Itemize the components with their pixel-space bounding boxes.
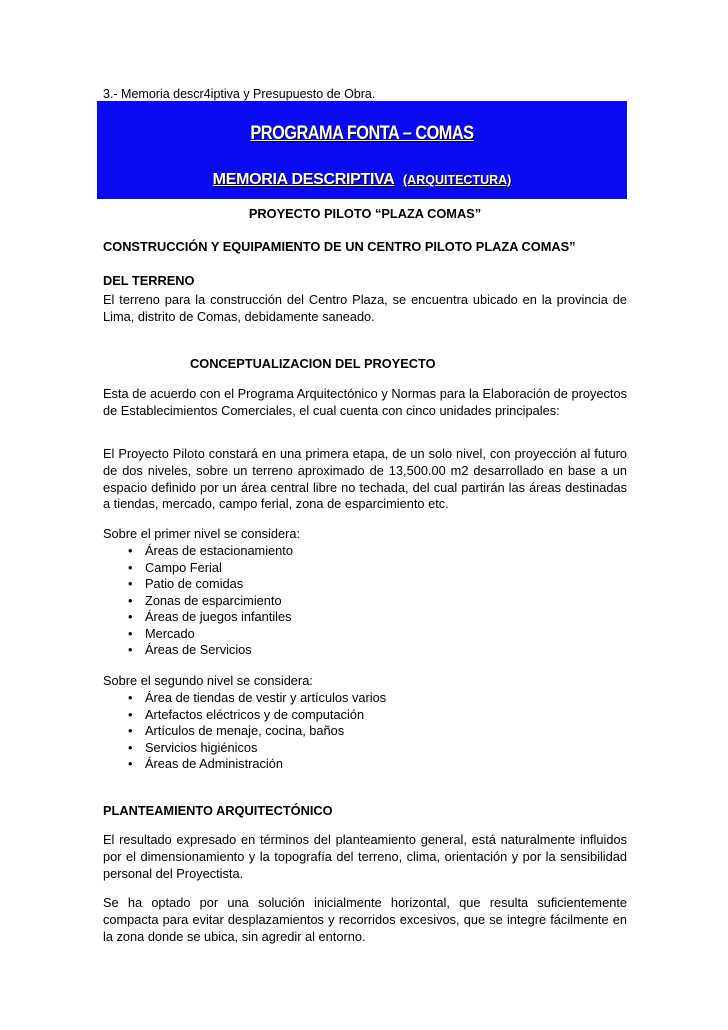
- title-banner: [97, 101, 627, 199]
- bullet-icon: •: [128, 559, 133, 575]
- bullet-icon: •: [128, 706, 133, 722]
- concept-paragraph-1: Esta de acuerdo con el Programa Arquitectónico y Normas para la Elaboración de proyectos de Establecimientos Comerciales, el cual cuenta con cinco unidades principales:: [103, 386, 627, 418]
- planteamiento-heading: PLANTEAMIENTO ARQUITECTÓNICO: [103, 803, 333, 818]
- banner-subtitle-small: (ARQUITECTURA): [403, 173, 512, 187]
- terreno-heading: DEL TERRENO: [103, 273, 195, 288]
- banner-title: PROGRAMA FONTA – COMAS: [250, 123, 474, 144]
- list-item: • Área de tiendas de vestir y artículos varios: [128, 690, 387, 705]
- first-level-list: [103, 543, 627, 659]
- bullet-icon: •: [128, 609, 133, 624]
- bullet-icon: •: [128, 642, 133, 657]
- concept-paragraph-2: El Proyecto Piloto constará en una primera etapa, de un solo nivel, con proyección al futuro de dos niveles, sobre un terreno aproximado de 13,500.00 m2 desarrollado en base a un espacio definido por un área central libre no techada, del cual partirán las áreas destinadas a tiendas, mercado, campo ferial, zona de esparcimiento etc.: [103, 446, 627, 512]
- list-item: • Artefactos eléctricos y de computación: [128, 706, 365, 722]
- concept-heading: CONCEPTUALIZACION DEL PROYECTO: [190, 356, 436, 371]
- planteamiento-paragraph-1: El resultado expresado en términos del planteamiento general, está naturalmente influidos por el dimensionamiento y la topografía del terreno, clima, orientación y por la sensibilidad personal del Proyectista.: [103, 832, 627, 881]
- bullet-icon: •: [128, 592, 133, 608]
- terreno-text: El terreno para la construcción del Centro Plaza, se encuentra ubicado en la provincia de Lima, distrito de Comas, debidamente saneado.: [103, 292, 627, 324]
- bullet-icon: •: [128, 690, 133, 705]
- bullet-icon: •: [128, 756, 133, 771]
- second-level-list: [103, 690, 627, 773]
- list-item: • Áreas de Administración: [128, 756, 283, 771]
- list-item: • Áreas de juegos infantiles: [128, 609, 292, 624]
- list-item: • Campo Ferial: [128, 559, 222, 575]
- first-level-intro: Sobre el primer nivel se considera:: [103, 526, 301, 541]
- banner-subtitle: [97, 171, 627, 189]
- second-level-intro: Sobre el segundo nivel se considera:: [103, 673, 313, 688]
- bullet-icon: •: [128, 576, 133, 591]
- construction-title: CONSTRUCCIÓN Y EQUIPAMIENTO DE UN CENTRO PILOTO PLAZA COMAS”: [103, 239, 576, 254]
- project-title: PROYECTO PILOTO “PLAZA COMAS”: [248, 206, 482, 221]
- header-line: 3.- Memoria descr4iptiva y Presupuesto de Obra.: [103, 87, 376, 101]
- list-item: • Mercado: [128, 625, 195, 641]
- list-item: • Servicios higiénicos: [128, 739, 258, 755]
- list-item: • Patio de comidas: [128, 576, 244, 591]
- bullet-icon: •: [128, 543, 133, 558]
- bullet-icon: •: [128, 739, 133, 755]
- list-item: • Zonas de esparcimiento: [128, 592, 282, 608]
- planteamiento-paragraph-2: Se ha optado por una solución inicialmente horizontal, que resulta suficientemente compacta para evitar desplazamientos y recorridos excesivos, que se integre fácilmente en la zona donde se ubica, sin agredir al entorno.: [103, 895, 627, 944]
- banner-subtitle-main: MEMORIA DESCRIPTIVA: [212, 171, 395, 188]
- list-item: • Áreas de Servicios: [128, 642, 252, 657]
- bullet-icon: •: [128, 723, 133, 738]
- bullet-icon: •: [128, 625, 133, 641]
- list-item: • Áreas de estacionamiento: [128, 543, 293, 558]
- list-item: • Artículos de menaje, cocina, baños: [128, 723, 345, 738]
